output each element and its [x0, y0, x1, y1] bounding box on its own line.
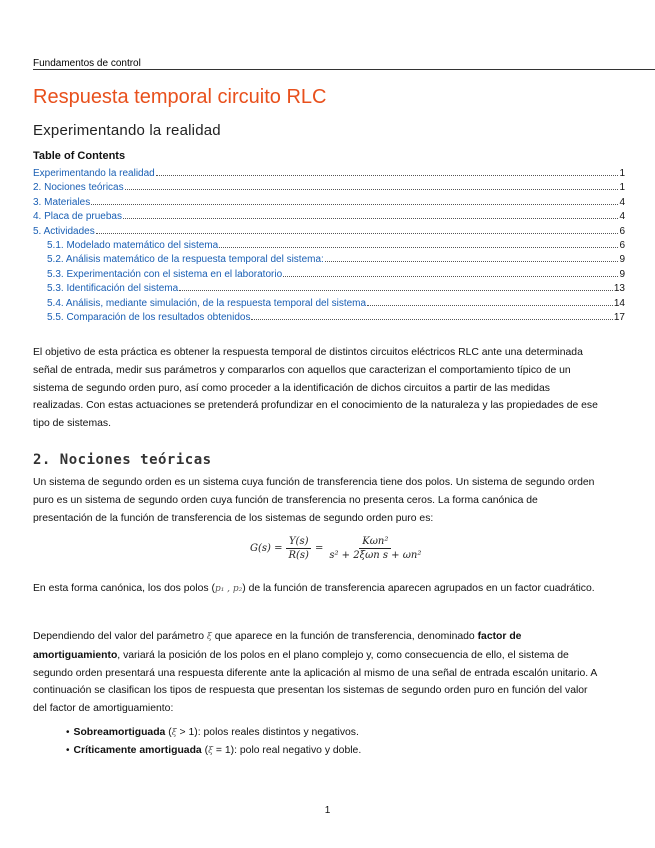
toc-entry[interactable] [33, 269, 625, 283]
toc-entry-label[interactable]: 5.2. Análisis matemático de la respuesta temporal del sistema: [47, 254, 324, 266]
bullet-content [74, 724, 359, 742]
bullet-condition: > 1) [176, 727, 198, 738]
table-of-contents [33, 168, 625, 326]
formula-transfer-numerator: Kωn² [359, 535, 391, 549]
bullet-text: : polo real negativo y doble. [234, 745, 362, 756]
toc-entry-page: 6 [619, 239, 625, 251]
p3-text-a: Dependiendo del valor del parámetro [33, 631, 207, 642]
toc-entry-label[interactable]: Experimentando la realidad [33, 168, 155, 179]
toc-entry-page: 9 [619, 254, 625, 266]
page-number: 1 [324, 805, 331, 816]
toc-entry-page: 1 [619, 182, 625, 194]
toc-entry-label[interactable]: 5.3. Identificación del sistema [47, 283, 179, 295]
p2-text-b: ) de la función de transferencia aparecen agrupados en un factor cuadrático. [242, 583, 595, 594]
poles-math: p₁ , p₂ [214, 584, 243, 594]
toc-entry[interactable] [33, 312, 625, 326]
toc-entry-label[interactable]: 3. Materiales [33, 196, 91, 208]
bullet-cond-open: ( [201, 745, 209, 756]
formula-ratio [285, 535, 311, 562]
toc-heading: Table of Contents [33, 150, 126, 162]
toc-entry-page: 13 [613, 283, 625, 295]
toc-entry-page: 1 [619, 168, 625, 179]
toc-entry[interactable] [33, 182, 625, 196]
toc-entry-label[interactable]: 2. Nociones teóricas [33, 182, 124, 194]
damping-bullet [66, 742, 361, 760]
document-title: Respuesta temporal circuito RLC [33, 86, 327, 108]
bullet-content [74, 742, 362, 760]
toc-leader-dots [325, 261, 619, 262]
bullet-xi-symbol: ξ [208, 746, 214, 756]
formula-lhs: G(s) = [250, 543, 283, 554]
toc-leader-dots [367, 305, 613, 306]
toc-entry-label[interactable]: 5.4. Análisis, mediante simulación, de la respuesta temporal del sistema [47, 297, 367, 309]
toc-leader-dots [96, 233, 619, 234]
toc-entry-page: 6 [619, 225, 625, 237]
toc-leader-dots [219, 247, 618, 248]
bullet-bold-term: Críticamente amortiguada [73, 745, 202, 756]
toc-entry[interactable] [33, 240, 625, 254]
toc-entry[interactable] [33, 211, 625, 225]
transfer-function-formula [250, 535, 424, 562]
toc-entry-label[interactable]: 5.5. Comparación de los resultados obtenidos [47, 311, 251, 323]
p3-text-c: , variará la posición de los polos en el plano complejo y, como consecuencia de ello, el sistema de segundo orden presentará una respuesta diferente ante la aplicación al mismo de una señal de entrada escalón unitario. A continuación se clasifican los tipos de respuesta que presentan los sistemas de segundo orden puro en función del valor del factor de amortiguamiento: [33, 649, 597, 715]
nociones-paragraph-2 [33, 580, 598, 599]
toc-leader-dots [91, 204, 618, 205]
formula-ratio-numerator: Y(s) [286, 535, 312, 549]
bullet-marker: • [66, 727, 70, 738]
toc-entry[interactable] [33, 226, 625, 240]
toc-entry-page: 9 [619, 268, 625, 280]
p3-bold-term: factor de amortiguamiento [33, 631, 522, 661]
damping-bullet [66, 724, 361, 742]
bullet-xi-symbol: ξ [171, 728, 177, 738]
toc-leader-dots [156, 175, 619, 176]
formula-ratio-denominator: R(s) [288, 550, 309, 561]
p3-text-b: que aparece en la función de transferencia, denominado [211, 631, 478, 642]
toc-leader-dots [179, 290, 613, 291]
toc-leader-dots [251, 319, 612, 320]
formula-equals: = [314, 543, 324, 554]
toc-entry-label[interactable]: 5.1. Modelado matemático del sistema [47, 239, 219, 251]
toc-entry[interactable] [33, 254, 625, 268]
header-rule [33, 69, 655, 70]
toc-entry-page: 17 [613, 311, 625, 323]
toc-entry[interactable] [33, 168, 625, 182]
p2-text-a: En esta forma canónica, los dos polos ( [33, 583, 215, 594]
bullet-marker: • [66, 745, 70, 756]
toc-leader-dots [125, 189, 619, 190]
bullet-cond-open: ( [165, 727, 172, 738]
toc-entry-page: 4 [619, 211, 625, 223]
toc-entry-label[interactable]: 5.3. Experimentación con el sistema en el laboratorio [47, 268, 283, 280]
xi-symbol: ξ [206, 632, 212, 642]
bullet-bold-term: Sobreamortiguada [73, 727, 166, 738]
section-heading-experimentando: Experimentando la realidad [33, 122, 221, 139]
toc-entry-page: 4 [619, 196, 625, 208]
toc-entry[interactable] [33, 197, 625, 211]
nociones-paragraph-3 [33, 628, 598, 718]
formula-transfer-denominator: s² + 2ξωn s + ωn² [329, 550, 422, 561]
toc-entry-page: 14 [613, 297, 625, 309]
intro-paragraph: El objetivo de esta práctica es obtener la respuesta temporal de distintos circuitos eléctricos RLC ante una determinada señal de entrada, medir sus parámetros y compararlos con aquellos que caracterizan el comportamiento típico de un sistema de segundo orden puro, así como proceder a la identificación de dichos circuitos a partir de las medidas realizadas. Con estas actuaciones se pretenderá profundizar en el conocimiento de la naturaleza y las propiedades de ese tipo de sistemas. [33, 347, 598, 430]
nociones-paragraph-1: Un sistema de segundo orden es un sistema cuya función de transferencia tiene dos polos. Un sistema de segundo orden puro es un sistema de segundo orden cuya función de transferencia no presenta ceros. La forma canónica de presentación de la función de transferencia de los sistemas de segundo orden puro es: [33, 477, 595, 524]
section-heading-nociones: 2. Nociones teóricas [33, 452, 212, 468]
toc-entry[interactable] [33, 298, 625, 312]
formula-transfer [326, 535, 424, 562]
toc-leader-dots [123, 218, 618, 219]
damping-bullet-list [66, 724, 361, 760]
bullet-text: : polos reales distintos y negativos. [197, 727, 359, 738]
bullet-condition: = 1) [213, 745, 235, 756]
toc-entry-label[interactable]: 4. Placa de pruebas [33, 211, 122, 223]
toc-entry[interactable] [33, 283, 625, 297]
toc-leader-dots [283, 276, 618, 277]
toc-entry-label[interactable]: 5. Actividades [33, 225, 95, 237]
running-header: Fundamentos de control [33, 58, 141, 69]
